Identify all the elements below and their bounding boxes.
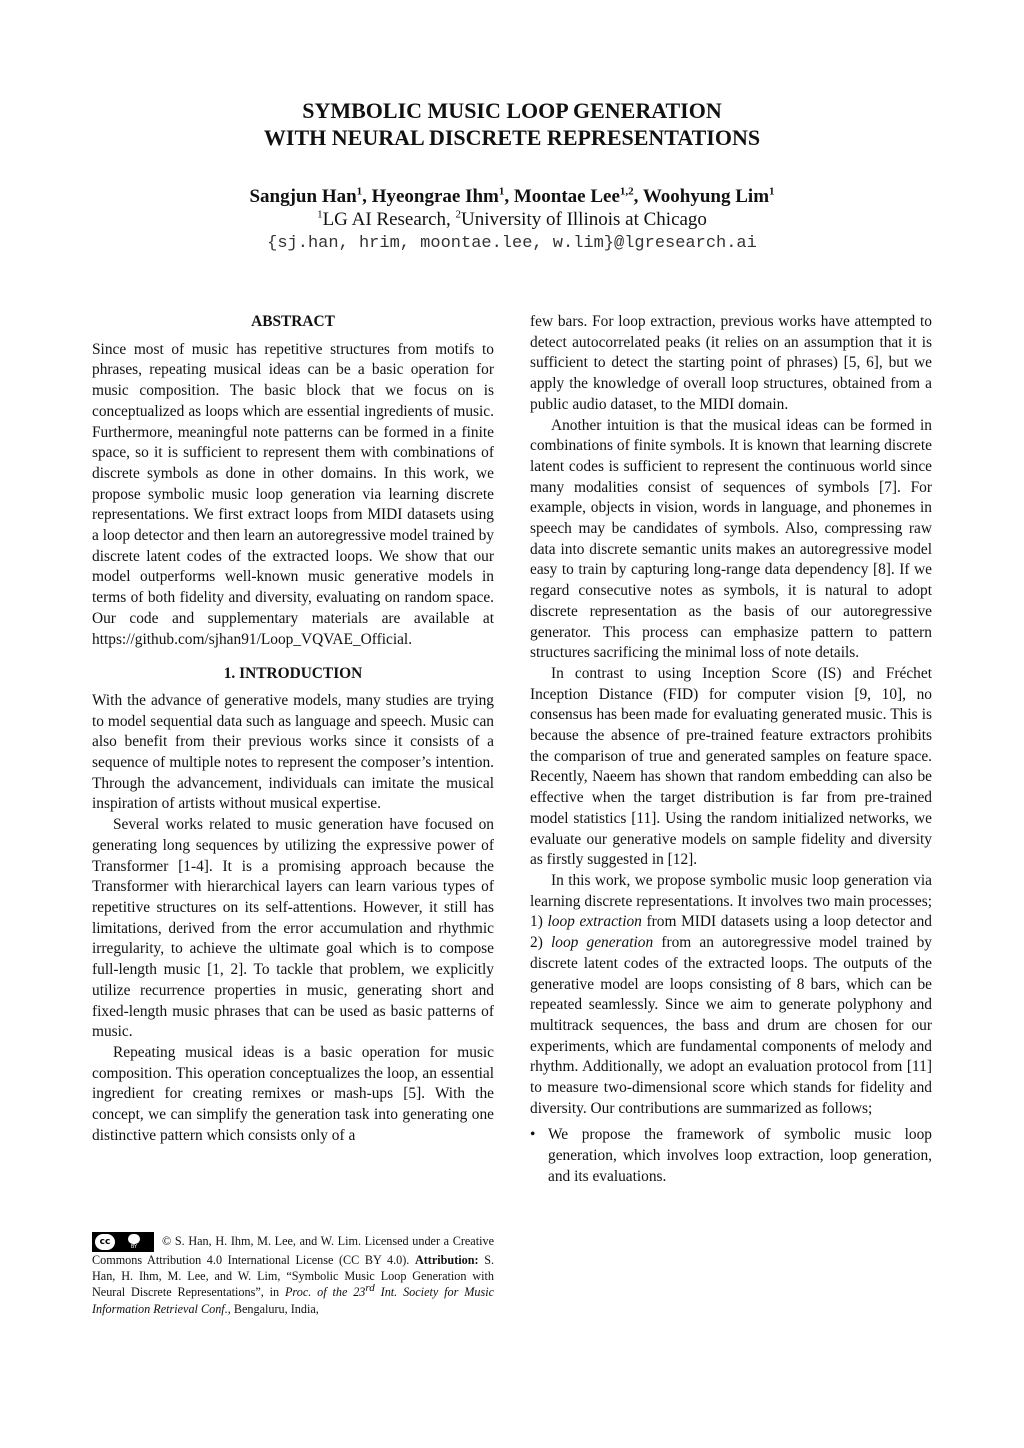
paragraph: In contrast to using Inception Score (IS) and Fréchet Inception Distance (FID) for computer vision [9, 10], no consensus has been made for evaluating generated music. This is because the absence of pre-trained feature extractors prohibits the comparison of true and generated samples on feature space. Recently, Naeem has shown that random embedding can also be effective when the target distribution is far from pre-trained model statistics [11]. Using the random initialized networks, we evaluate our generative models on sample fidelity and diversity as firstly suggested in [12]. bbox=[530, 664, 932, 869]
attribution-label: Attribution: bbox=[414, 1253, 479, 1267]
affil-sup: 2 bbox=[455, 208, 462, 221]
left-column bbox=[92, 312, 494, 1146]
paragraph: Repeating musical ideas is a basic operation for music composition. This operation conceptualizes the loop, an essential ingredient for creating remixes or mash-ups [5]. With the concept, we can simplify the generation task into generating one distinctive pattern which consists only of a bbox=[92, 1043, 494, 1144]
author-name: Moontae Lee bbox=[513, 186, 620, 207]
abstract-text: Since most of music has repetitive structures from motifs to phrases, repeating musical ideas can be a basic operation for music composition. The basic block that we focus on is conceptualized as loops which are essential ingredients of music. Furthermore, meaningful note patterns can be formed in a finite space, so it is sufficient to represent them with combinations of discrete symbols as done in other domains. In this work, we propose symbolic music loop generation via learning discrete representations. We first extract loops from MIDI datasets using a loop detector and then learn an autoregressive model trained by discrete latent codes of the extracted loops. We show that our model outperforms well-known music generative models in terms of both fidelity and diversity, evaluating on random space. Our code and supplementary materials are available at https://github.com/sjhan91/Loop_VQVAE_Official. bbox=[92, 340, 494, 648]
author-list: Sangjun Han$^1$, Hyeongrae Ihm$^1$, Moontae Lee$^{1,2}$, Woohyung Lim$^1$ bbox=[249, 185, 775, 207]
affil-sup: 1 bbox=[317, 208, 323, 221]
affiliation: University of Illinois at Chicago bbox=[461, 209, 707, 230]
affiliations bbox=[0, 208, 1024, 232]
paragraph: Several works related to music generation have focused on generating long sequences by utilizing the expressive power of Transformer [1-4]. It is a promising approach because the Transformer with hierarchical layers can learn various types of repetitive structures on its self-attentions. However, it still has limitations, derived from the error accumulation and rhythmic irregularity, to achieve the ultimate goal which is to compose full-length music [1, 2]. To tackle that problem, we explicitly utilize recurrence properties in music, generating short and fixed-length music phrases that can be used as basic patterns of music. bbox=[92, 816, 494, 1041]
cc-by-license-icon bbox=[92, 1232, 154, 1252]
title-line-1: SYMBOLIC MUSIC LOOP GENERATION bbox=[302, 98, 722, 123]
bullet-text: We propose the framework of symbolic music loop generation, which involves loop extraction, loop generation, and its evaluations. bbox=[548, 1126, 932, 1185]
by-badge bbox=[115, 1234, 153, 1250]
bullet-point: • bbox=[530, 1126, 536, 1144]
abstract-heading: ABSTRACT bbox=[251, 313, 335, 330]
author-name: Hyeongrae Ihm bbox=[371, 186, 499, 207]
author-sup: 1 bbox=[356, 185, 363, 198]
emphasis: loop extraction bbox=[547, 913, 642, 931]
paragraph: With the advance of generative models, many studies are trying to model sequential data such as language and speech. Music can also benefit from their previous works since it consists of a sequence of multiple notes to represent the composer’s intention. Through the advancement, individuals can imitate the musical inspiration of artists without musical expertise. bbox=[92, 691, 494, 813]
place-text: , Bengaluru, India, bbox=[227, 1301, 319, 1316]
author-sup: 1 bbox=[769, 185, 775, 198]
attribution-text: S. Han, H. Ihm, M. Lee, and W. Lim, “Symbolic Music Loop Generation with Neural Discrete Representations”, in bbox=[92, 1253, 495, 1300]
text-run: from an autoregressive model trained by discrete latent codes of the extracted loops. The outputs of the generative model are loops consisting of 8 bars, which can be repeated seamlessly. Since we aim to generate polyphony and multitrack sequences, the bass and drum are chosen for our experiments, which are fundamental components of melody and rhythm. Additionally, we adopt an evaluation protocol from [11] to measure two-dimensional score which stands for fidelity and diversity. Our contributions are summarized as follows; bbox=[530, 934, 932, 1117]
author-emails: {sj.han, hrim, moontae.lee, w.lim}@lgresearch.ai bbox=[267, 234, 757, 253]
affiliation: LG AI Research, bbox=[322, 209, 451, 230]
license-text: © S. Han, H. Ihm, M. Lee, and W. Lim. Licensed under a Creative Commons Attribution 4.0 International License (CC BY 4.0). bbox=[92, 1233, 494, 1267]
proc-sup: rd bbox=[365, 1282, 375, 1295]
author-name: Woohyung Lim bbox=[642, 186, 770, 207]
right-column bbox=[530, 312, 932, 1188]
proc-text: Proc. of the 23 bbox=[284, 1285, 366, 1300]
by-label: BY bbox=[130, 1244, 138, 1250]
title-line-2: WITH NEURAL DISCRETE REPRESENTATIONS bbox=[263, 125, 761, 150]
author-sup: 1,2 bbox=[619, 185, 634, 198]
paper-title bbox=[0, 97, 1024, 151]
author-sup: 1 bbox=[498, 185, 505, 198]
text-run: from MIDI datasets using a loop detector and 2) bbox=[530, 913, 932, 952]
proc-rest: Int. Society for Music Information Retrieval Conf. bbox=[92, 1285, 494, 1316]
cc-badge: cc bbox=[95, 1234, 115, 1250]
paragraph bbox=[530, 871, 932, 1119]
paragraph: Another intuition is that the musical ideas can be formed in combinations of finite symbols. It is known that learning discrete latent codes is sufficient to represent the continuous world since many modalities consist of sequences of symbols [7]. For example, objects in vision, words in language, and phonemes in speech may be candidates of symbols. Also, compressing raw data into discrete semantic units makes an autoregressive model easy to train by capturing long-range data dependency [8]. If we regard consecutive notes as symbols, it is natural to adopt discrete representation as the basis of our autoregressive generator. This process can emphasize pattern to pattern structures sacrificing the minimal loss of note details. bbox=[530, 416, 932, 662]
license-footnote bbox=[92, 1232, 494, 1317]
author-name: Sangjun Han bbox=[249, 186, 357, 207]
list-item bbox=[530, 1125, 932, 1187]
introduction-heading: 1. INTRODUCTION bbox=[223, 665, 363, 683]
person-icon bbox=[128, 1234, 140, 1244]
emphasis: loop generation bbox=[550, 934, 654, 952]
text-run: In this work, we propose symbolic music loop generation via learning discrete representations. It involves two main processes; 1) bbox=[530, 871, 932, 931]
paragraph: few bars. For loop extraction, previous works have attempted to detect autocorrelated peaks (it relies on an assumption that it is sufficient to detect the starting point of phrases) [5, 6], but we apply the knowledge of overall loop structures, obtained from a public audio dataset, to the MIDI domain. bbox=[530, 313, 932, 413]
